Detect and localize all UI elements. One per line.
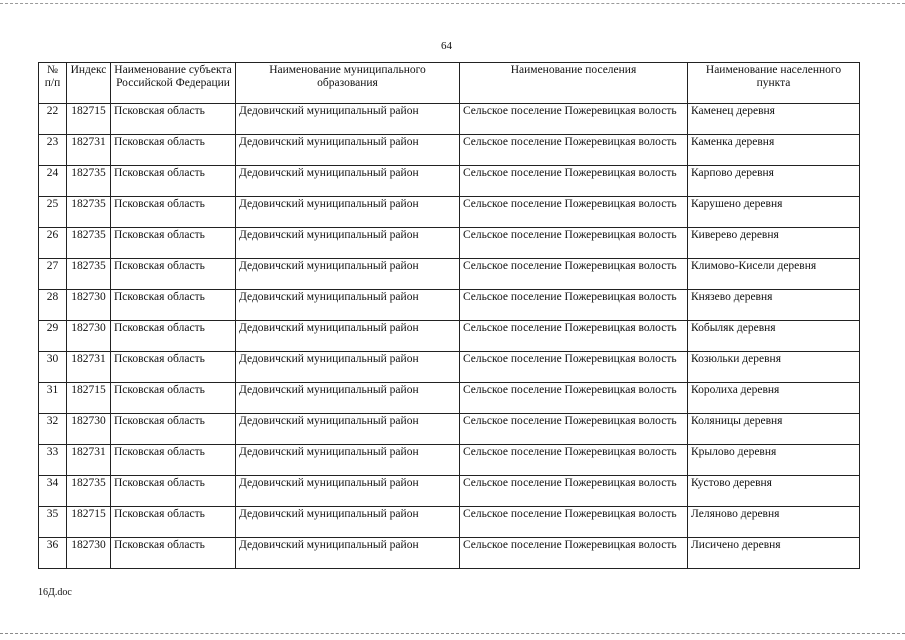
table-row xyxy=(39,228,860,259)
row-subject: Псковская область xyxy=(111,445,236,476)
row-subject: Псковская область xyxy=(111,290,236,321)
row-municipality: Дедовичский муниципальный район xyxy=(236,507,460,538)
row-index: 182715 xyxy=(67,104,111,135)
row-locality: Каменка деревня xyxy=(688,135,860,166)
row-number: 23 xyxy=(39,135,67,166)
settlements-table xyxy=(38,62,860,569)
row-municipality: Дедовичский муниципальный район xyxy=(236,538,460,569)
row-locality: Кустово деревня xyxy=(688,476,860,507)
row-locality: Лисичено деревня xyxy=(688,538,860,569)
row-locality: Карушено деревня xyxy=(688,197,860,228)
row-settlement: Сельское поселение Пожеревицкая волость xyxy=(460,290,688,321)
row-municipality: Дедовичский муниципальный район xyxy=(236,135,460,166)
row-settlement: Сельское поселение Пожеревицкая волость xyxy=(460,414,688,445)
row-index: 182731 xyxy=(67,445,111,476)
row-index: 182730 xyxy=(67,321,111,352)
row-municipality: Дедовичский муниципальный район xyxy=(236,321,460,352)
row-number: 26 xyxy=(39,228,67,259)
table-row xyxy=(39,352,860,383)
header-row xyxy=(39,63,860,104)
row-index: 182735 xyxy=(67,166,111,197)
table-row xyxy=(39,259,860,290)
row-settlement: Сельское поселение Пожеревицкая волость xyxy=(460,321,688,352)
row-index: 182730 xyxy=(67,414,111,445)
table-row xyxy=(39,135,860,166)
table-row xyxy=(39,507,860,538)
row-index: 182735 xyxy=(67,228,111,259)
row-index: 182731 xyxy=(67,135,111,166)
row-settlement: Сельское поселение Пожеревицкая волость xyxy=(460,135,688,166)
row-number: 25 xyxy=(39,197,67,228)
row-subject: Псковская область xyxy=(111,197,236,228)
row-settlement: Сельское поселение Пожеревицкая волость xyxy=(460,104,688,135)
row-settlement: Сельское поселение Пожеревицкая волость xyxy=(460,538,688,569)
table-body xyxy=(39,104,860,569)
row-locality: Киверево деревня xyxy=(688,228,860,259)
header-municipality: Наименование муниципального образования xyxy=(236,63,460,104)
row-subject: Псковская область xyxy=(111,135,236,166)
scan-edge-top xyxy=(0,3,905,4)
row-number: 28 xyxy=(39,290,67,321)
table-row xyxy=(39,476,860,507)
row-locality: Каменец деревня xyxy=(688,104,860,135)
row-municipality: Дедовичский муниципальный район xyxy=(236,290,460,321)
row-number: 24 xyxy=(39,166,67,197)
row-municipality: Дедовичский муниципальный район xyxy=(236,383,460,414)
row-locality: Карпово деревня xyxy=(688,166,860,197)
row-number: 22 xyxy=(39,104,67,135)
row-locality: Князево деревня xyxy=(688,290,860,321)
row-settlement: Сельское поселение Пожеревицкая волость xyxy=(460,166,688,197)
row-municipality: Дедовичский муниципальный район xyxy=(236,197,460,228)
row-index: 182730 xyxy=(67,538,111,569)
row-subject: Псковская область xyxy=(111,259,236,290)
row-subject: Псковская область xyxy=(111,538,236,569)
page-number: 64 xyxy=(441,40,452,52)
row-settlement: Сельское поселение Пожеревицкая волость xyxy=(460,383,688,414)
row-municipality: Дедовичский муниципальный район xyxy=(236,476,460,507)
row-index: 182715 xyxy=(67,383,111,414)
row-locality: Климово-Кисели деревня xyxy=(688,259,860,290)
table-row xyxy=(39,445,860,476)
row-number: 30 xyxy=(39,352,67,383)
row-municipality: Дедовичский муниципальный район xyxy=(236,445,460,476)
row-subject: Псковская область xyxy=(111,383,236,414)
row-number: 27 xyxy=(39,259,67,290)
scan-edge-bottom xyxy=(0,633,905,634)
row-subject: Псковская область xyxy=(111,166,236,197)
table-row xyxy=(39,166,860,197)
row-locality: Леляново деревня xyxy=(688,507,860,538)
row-settlement: Сельское поселение Пожеревицкая волость xyxy=(460,507,688,538)
row-index: 182731 xyxy=(67,352,111,383)
row-number: 32 xyxy=(39,414,67,445)
row-number: 36 xyxy=(39,538,67,569)
row-number: 35 xyxy=(39,507,67,538)
row-subject: Псковская область xyxy=(111,476,236,507)
row-locality: Козюльки деревня xyxy=(688,352,860,383)
row-number: 34 xyxy=(39,476,67,507)
table-row xyxy=(39,197,860,228)
row-municipality: Дедовичский муниципальный район xyxy=(236,352,460,383)
header-subject: Наименование субъекта Российской Федерации xyxy=(111,63,236,104)
row-number: 33 xyxy=(39,445,67,476)
table-row xyxy=(39,104,860,135)
footer-filename: 16Д.doc xyxy=(38,587,72,598)
row-settlement: Сельское поселение Пожеревицкая волость xyxy=(460,259,688,290)
row-subject: Псковская область xyxy=(111,352,236,383)
row-locality: Кобыляк деревня xyxy=(688,321,860,352)
table-row xyxy=(39,290,860,321)
row-settlement: Сельское поселение Пожеревицкая волость xyxy=(460,352,688,383)
row-subject: Псковская область xyxy=(111,321,236,352)
row-settlement: Сельское поселение Пожеревицкая волость xyxy=(460,197,688,228)
row-locality: Крылово деревня xyxy=(688,445,860,476)
row-municipality: Дедовичский муниципальный район xyxy=(236,228,460,259)
row-municipality: Дедовичский муниципальный район xyxy=(236,259,460,290)
header-number: № п/п xyxy=(39,63,67,104)
row-subject: Псковская область xyxy=(111,104,236,135)
row-municipality: Дедовичский муниципальный район xyxy=(236,166,460,197)
table-row xyxy=(39,383,860,414)
row-index: 182735 xyxy=(67,476,111,507)
row-index: 182715 xyxy=(67,507,111,538)
row-number: 31 xyxy=(39,383,67,414)
row-number: 29 xyxy=(39,321,67,352)
row-settlement: Сельское поселение Пожеревицкая волость xyxy=(460,445,688,476)
header-index: Индекс xyxy=(67,63,111,104)
row-municipality: Дедовичский муниципальный район xyxy=(236,414,460,445)
row-locality: Королиха деревня xyxy=(688,383,860,414)
row-subject: Псковская область xyxy=(111,414,236,445)
table-row xyxy=(39,414,860,445)
row-municipality: Дедовичский муниципальный район xyxy=(236,104,460,135)
header-locality: Наименование населенного пункта xyxy=(688,63,860,104)
header-settlement: Наименование поселения xyxy=(460,63,688,104)
table-row xyxy=(39,538,860,569)
row-index: 182735 xyxy=(67,197,111,228)
row-index: 182735 xyxy=(67,259,111,290)
table-row xyxy=(39,321,860,352)
row-settlement: Сельское поселение Пожеревицкая волость xyxy=(460,228,688,259)
table-header xyxy=(39,63,860,104)
row-locality: Коляницы деревня xyxy=(688,414,860,445)
row-index: 182730 xyxy=(67,290,111,321)
row-subject: Псковская область xyxy=(111,228,236,259)
row-subject: Псковская область xyxy=(111,507,236,538)
row-settlement: Сельское поселение Пожеревицкая волость xyxy=(460,476,688,507)
